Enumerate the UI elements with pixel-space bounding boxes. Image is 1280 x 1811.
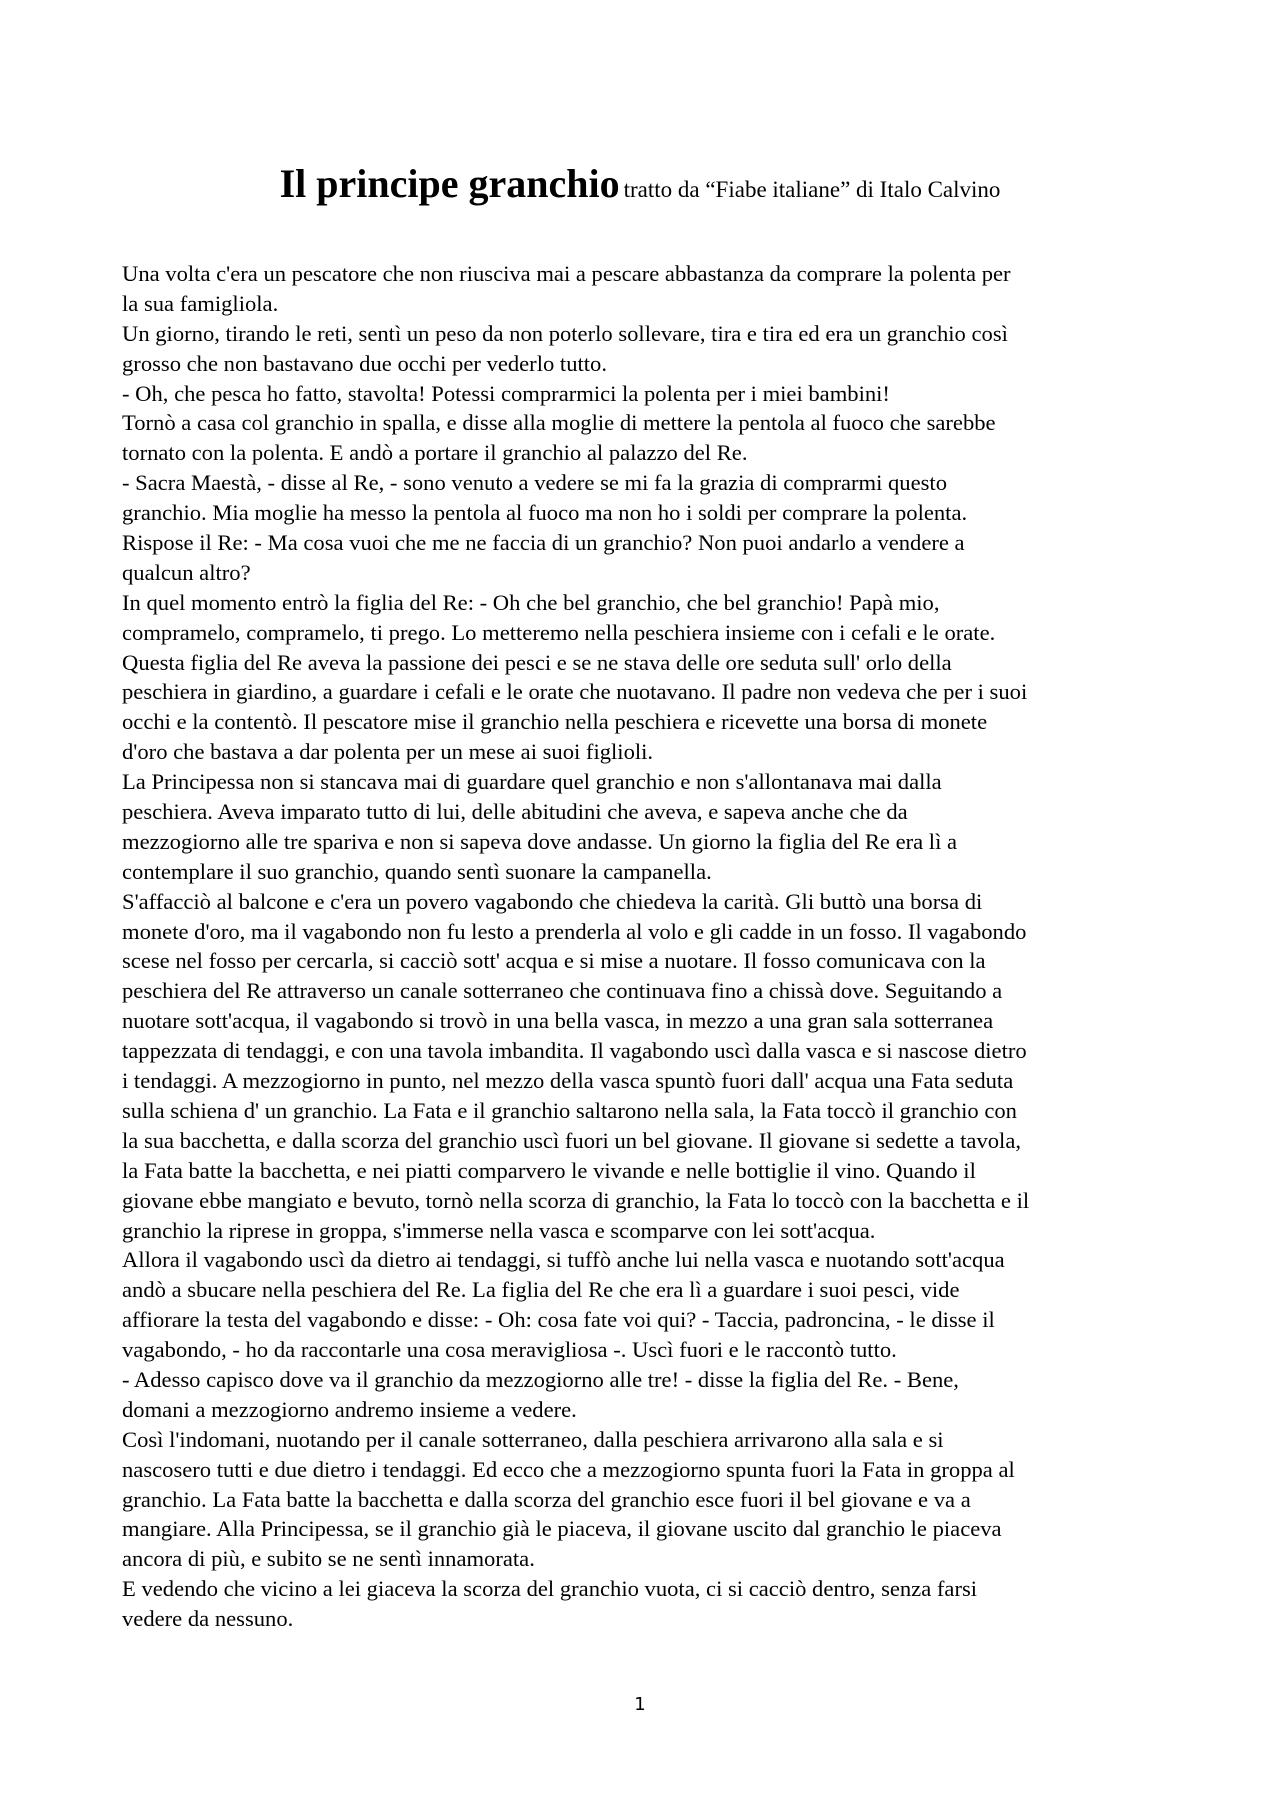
title-line [0, 160, 1280, 207]
text-line: granchio. Mia moglie ha messo la pentola al fuoco ma non ho i soldi per comprare la polenta. [122, 500, 968, 526]
text-line: vagabondo, - ho da raccontarle una cosa meravigliosa -. Uscì fuori e le raccontò tutto. [122, 1337, 897, 1363]
text-line: Rispose il Re: - Ma cosa vuoi che me ne faccia di un granchio? Non puoi andarlo a vendere a [122, 530, 965, 556]
text-line: Tornò a casa col granchio in spalla, e disse alla moglie di mettere la pentola al fuoco che sarebbe [122, 410, 996, 436]
text-line: - Adesso capisco dove va il granchio da mezzogiorno alle tre! - disse la figlia del Re. - Bene, [122, 1366, 959, 1392]
text-line: tappezzata di tendaggi, e con una tavola imbandita. Il vagabondo uscì dalla vasca e si nascose dietro [122, 1038, 1027, 1064]
text-line: domani a mezzogiorno andremo insieme a vedere. [122, 1396, 577, 1422]
text-line: nascosero tutti e due dietro i tendaggi. Ed ecco che a mezzogiorno spunta fuori la Fata in groppa al [122, 1456, 1015, 1482]
text-line: E vedendo che vicino a lei giaceva la scorza del granchio vuota, ci si cacciò dentro, senza farsi [122, 1576, 978, 1602]
text-line: nuotare sott'acqua, il vagabondo si trovò in una bella vasca, in mezzo a una gran sala sotterranea [122, 1008, 994, 1034]
text-line: granchio la riprese in groppa, s'immerse nella vasca e scomparve con lei sott'acqua. [122, 1217, 876, 1243]
text-line: affiorare la testa del vagabondo e disse: - Oh: cosa fate voi qui? - Taccia, padroncina, - le disse il [122, 1307, 995, 1333]
text-line: peschiera del Re attraverso un canale sotterraneo che continuava fino a chissà dove. Seguitando a [122, 978, 1003, 1004]
text-line: qualcun altro? [122, 559, 251, 585]
body-text [122, 259, 1172, 1634]
text-line: granchio. La Fata batte la bacchetta e dalla scorza del granchio esce fuori il bel giovane e va a [122, 1486, 971, 1512]
text-line: - Sacra Maestà, - disse al Re, - sono venuto a vedere se mi fa la grazia di comprarmi questo [122, 470, 948, 496]
text-line: giovane ebbe mangiato e bevuto, tornò nella scorza di granchio, la Fata lo toccò con la bacchetta e il [122, 1187, 1030, 1213]
text-line: la sua bacchetta, e dalla scorza del granchio uscì fuori un bel giovane. Il giovane si sedette a tavola, [122, 1127, 1021, 1153]
text-line: grosso che non bastavano due occhi per vederlo tutto. [122, 350, 607, 376]
text-line: mangiare. Alla Principessa, se il granchio già le piaceva, il giovane uscito dal granchio le piaceva [122, 1516, 1002, 1542]
text-line: In quel momento entrò la figlia del Re: - Oh che bel granchio, che bel granchio! Papà mio, [122, 589, 940, 615]
text-line: La Principessa non si stancava mai di guardare quel granchio e non s'allontanava mai dalla [122, 769, 942, 795]
text-line: sulla schiena d' un granchio. La Fata e il granchio saltarono nella sala, la Fata toccò il granchio con [122, 1097, 1017, 1123]
page-title: Il principe granchio [279, 161, 620, 206]
page-number: 1 [634, 1694, 646, 1715]
text-line: scese nel fosso per cercarla, si cacciò sott' acqua e si mise a nuotare. Il fosso comunicava con la [122, 948, 986, 974]
text-line: - Oh, che pesca ho fatto, stavolta! Potessi comprarmici la polenta per i miei bambini! [122, 380, 890, 406]
text-line: ancora di più, e subito se ne sentì innamorata. [122, 1546, 535, 1572]
text-line: d'oro che bastava a dar polenta per un mese ai suoi figlioli. [122, 739, 654, 765]
text-line: vedere da nessuno. [122, 1606, 294, 1632]
text-line: la sua famigliola. [122, 290, 279, 316]
text-line: Un giorno, tirando le reti, sentì un peso da non poterlo sollevare, tira e tira ed era un granchio così [122, 320, 1008, 346]
text-line: S'affacciò al balcone e c'era un povero vagabondo che chiedeva la carità. Gli buttò una borsa di [122, 888, 983, 914]
text-line: Una volta c'era un pescatore che non riusciva mai a pescare abbastanza da comprare la polenta per [122, 261, 1011, 286]
text-line: occhi e la contentò. Il pescatore mise il granchio nella peschiera e ricevette una borsa di monete [122, 709, 988, 735]
text-line: peschiera in giardino, a guardare i cefali e le orate che nuotavano. Il padre non vedeva che per i suoi [122, 679, 1028, 705]
text-line: Questa figlia del Re aveva la passione dei pesci e se ne stava delle ore seduta sull' orlo della [122, 649, 952, 675]
page-subtitle: tratto da “Fiabe italiane” di Italo Calvino [623, 177, 1001, 202]
text-line: compramelo, compramelo, ti prego. Lo metteremo nella peschiera insieme con i cefali e le orate. [122, 619, 996, 645]
text-line: i tendaggi. A mezzogiorno in punto, nel mezzo della vasca spuntò fuori dall' acqua una Fata seduta [122, 1068, 1014, 1094]
text-line: monete d'oro, ma il vagabondo non fu lesto a prenderla al volo e gli cadde in un fosso. Il vagabondo [122, 918, 1027, 944]
text-line: andò a sbucare nella peschiera del Re. La figlia del Re che era lì a guardare i suoi pesci, vide [122, 1277, 960, 1303]
text-line: la Fata batte la bacchetta, e nei piatti comparvero le vivande e nelle bottiglie il vino. Quando il [122, 1157, 976, 1183]
text-line: contemplare il suo granchio, quando sentì suonare la campanella. [122, 858, 712, 884]
text-line: Così l'indomani, nuotando per il canale sotterraneo, dalla peschiera arrivarono alla sala e si [122, 1426, 944, 1452]
text-line: peschiera. Aveva imparato tutto di lui, delle abitudini che aveva, e sapeva anche che da [122, 799, 908, 825]
text-line: mezzogiorno alle tre spariva e non si sapeva dove andasse. Un giorno la figlia del Re era lì a [122, 828, 958, 854]
text-line: tornato con la polenta. E andò a portare il granchio al palazzo del Re. [122, 440, 748, 466]
text-line: Allora il vagabondo uscì da dietro ai tendaggi, si tuffò anche lui nella vasca e nuotando sott'acqua [122, 1247, 1005, 1273]
